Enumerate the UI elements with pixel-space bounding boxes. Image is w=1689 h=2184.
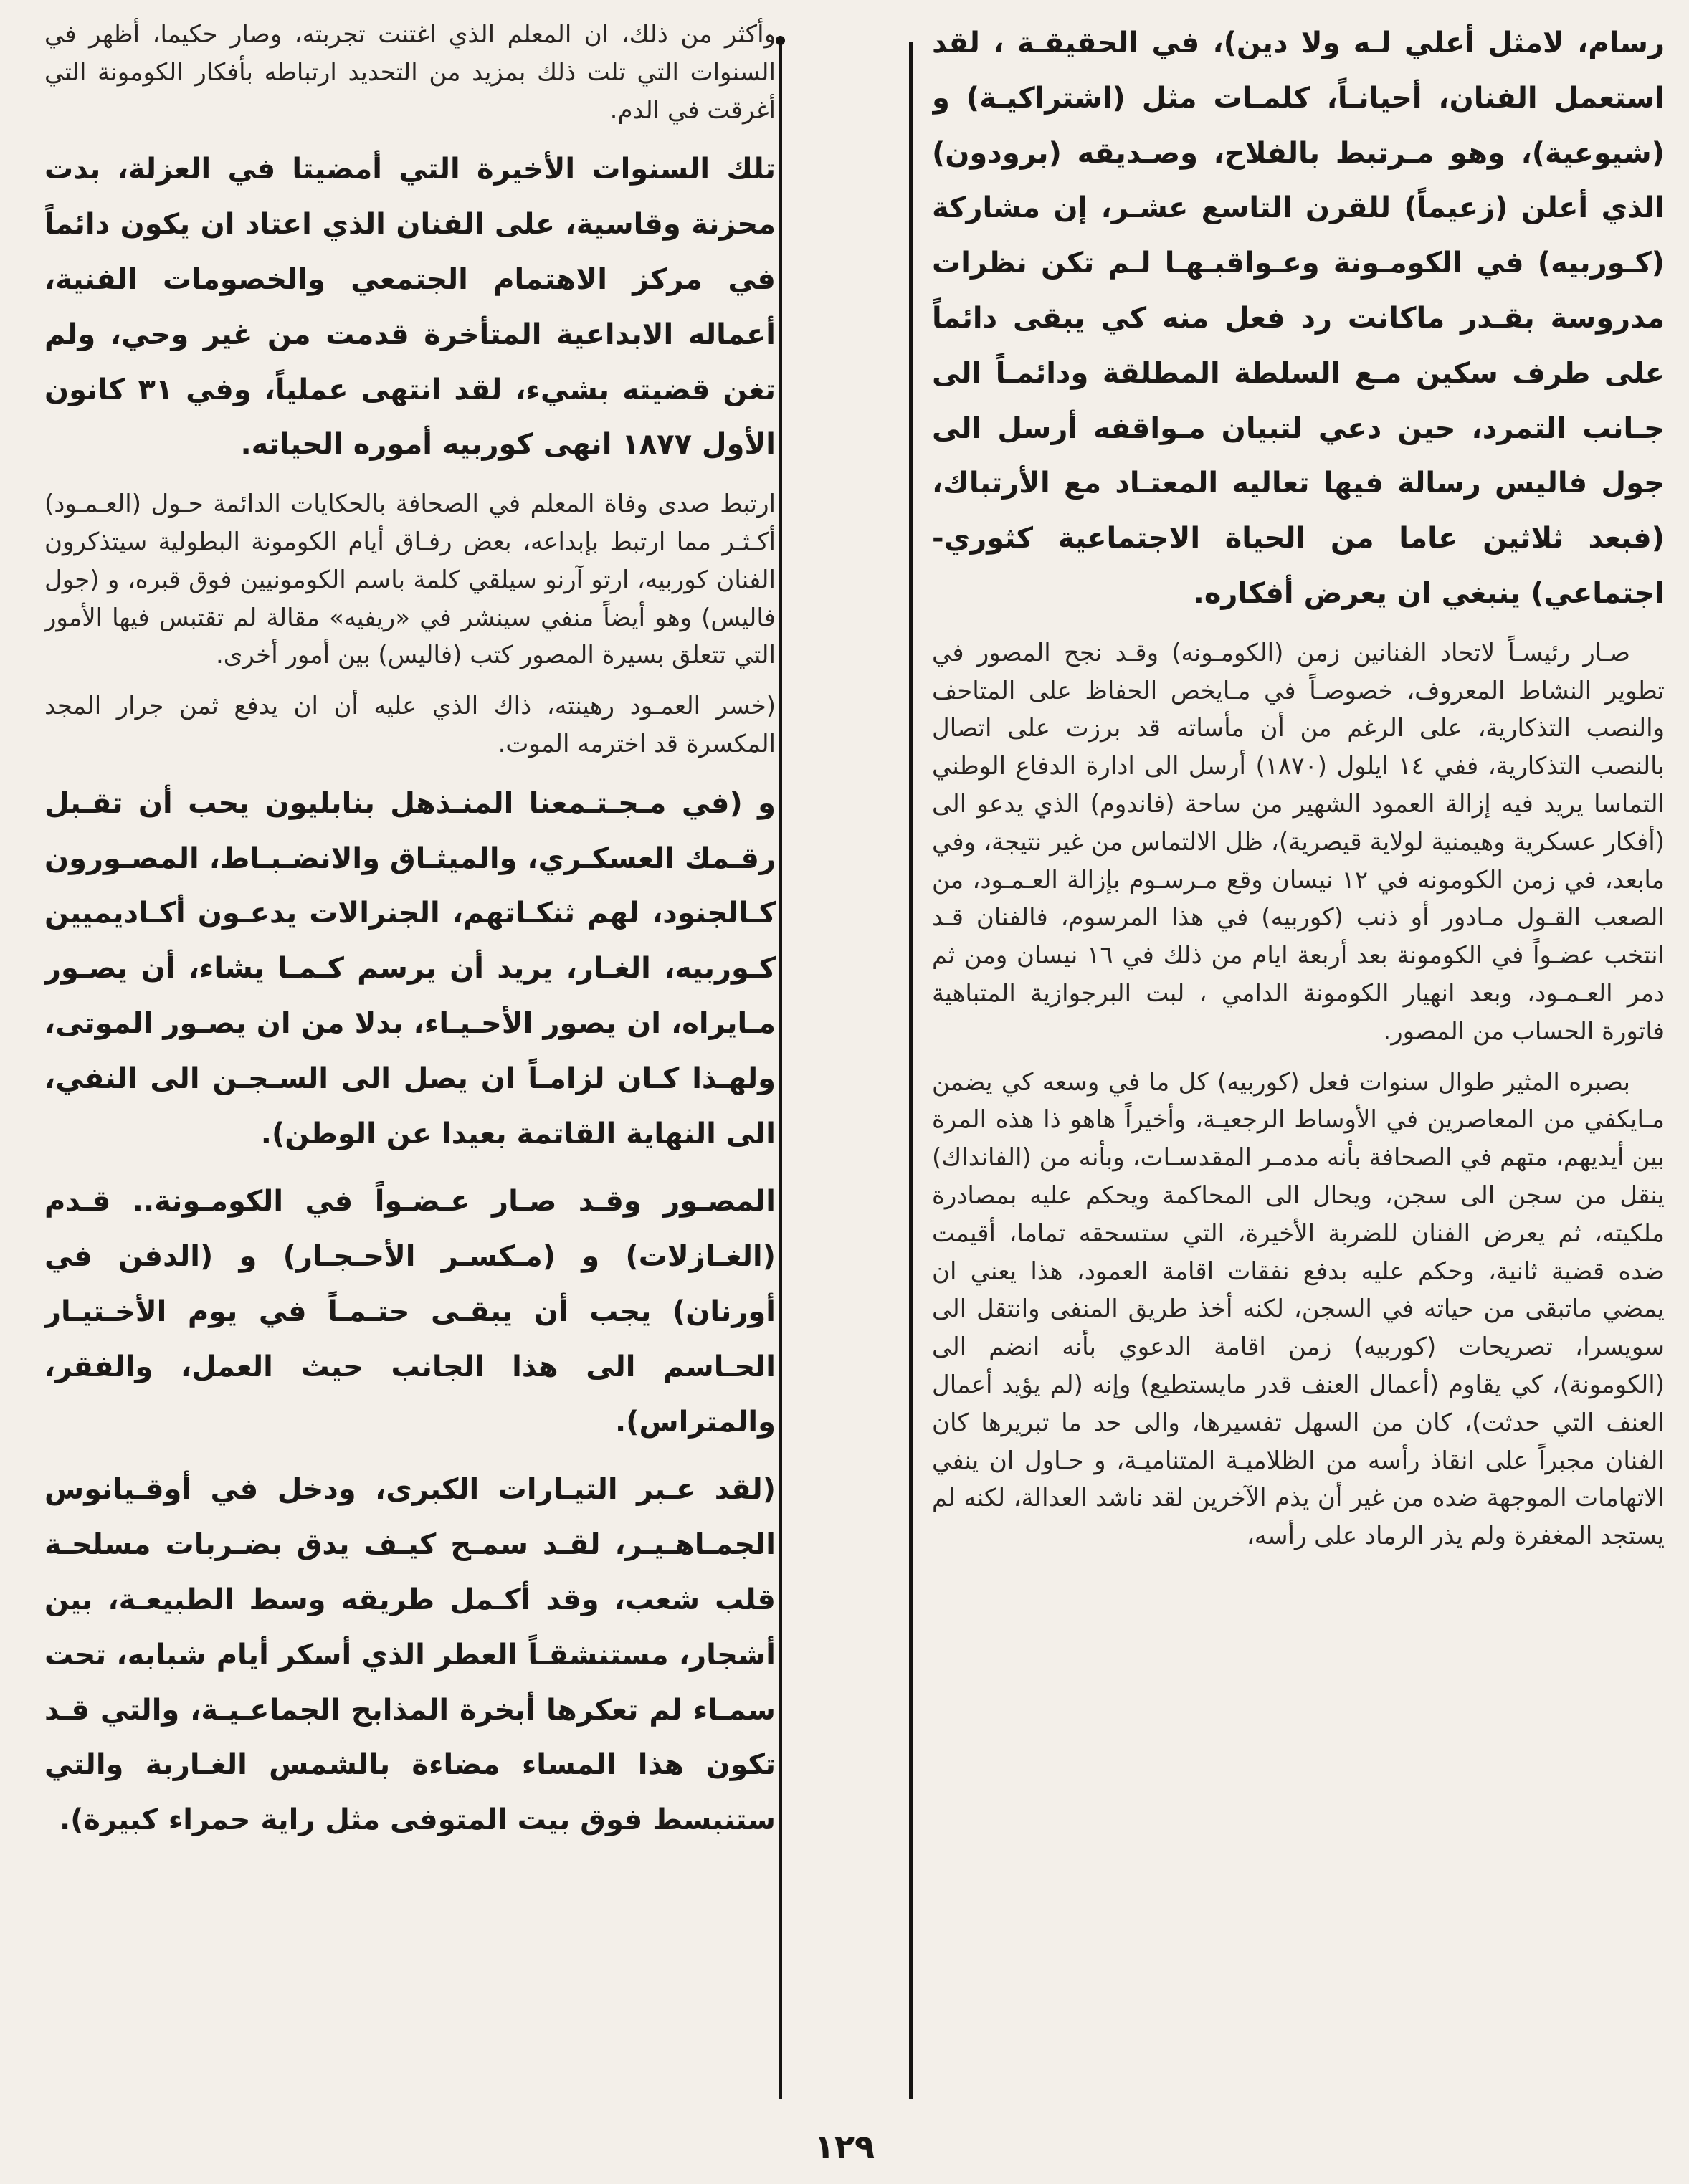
column-divider-right xyxy=(909,42,913,2099)
column-divider-left xyxy=(779,42,782,2099)
paragraph: (خسر العمـود رهينته، ذاك الذي عليه أن ان يدفع ثمن جرار المجد المكسرة قد اخترمه الموت. xyxy=(44,692,776,758)
paragraph: المصـور وقـد صـار عـضـواً في الكومـونة.. قـدم (الغـازلات) و (مـكسـر الأحـجـار) و (الدفن في أورنان) يجب أن يبقـى حتـمـاً في يوم الأخـتيـار الحـاسم الى هذا الجانب حيث العمل، والفقر، والمتراس). xyxy=(44,1185,776,1439)
left-text-column xyxy=(44,16,776,2105)
paragraph: و (في مـجـتـمعنا المنـذهل بنابليون يحب أن تقـبل رقـمك العسكـري، والميثـاق والانضـبـاط، المصـورون كـالجنود، لهم ثنكـاتهم، الجنرالات يدعـون أكـاديميين كـوربيه، الغـار، يريد أن يرسم كـمـا يشاء، أن يصـور مـايراه، ان يصور الأحـيـاء، بدلا من ان يصـور الموتى، ولهـذا كـان لزامـاً ان يصل الى السـجـن الى النفي، الى النهاية القاتمة بعيدا عن الوطن). xyxy=(44,786,776,1150)
paragraph: ارتبط صدى وفاة المعلم في الصحافة بالحكايات الدائمة حـول (العـمـود) أكـثـر مما ارتبط بإبداعه، بعض رفـاق أيام الكومونة البطولية سيتذكرون الفنان كوربيه، ارتو آرنو سيلقي كلمة باسم الكومونيين فوق قبره، و (جول فاليس) وهو أيضاً منفي سينشر في «ريفيه» مقالة لم تقتبس فيها الأمور التي تتعلق بسيرة المصور كتب (فاليس) بين أمور أخرى. xyxy=(44,490,776,670)
right-text-column xyxy=(932,16,1665,2105)
paragraph: (لقد عـبر التيـارات الكبرى، ودخل في أوقـيانوس الجمـاهـيـر، لقـد سمـح كيـف يدق بضـربات مسلحـة قلب شعب، وقد أكـمل طريقه وسط الطبيعـة، بين أشجار، مستنشقـاً العطر الذي أسكر أيام شبابه، تحت سمـاء لم تعكرها أبخرة المذابح الجماعـيـة، والتي قـد تكون هذا المساء مضاءة بالشمس الغـاربة والتي ستنبسط فوق بيت المتوفى مثل راية حمراء كبيرة). xyxy=(44,1473,776,1837)
paragraph: صـار رئيسـاً لاتحاد الفنانين زمن (الكومـونه) وقـد نجح المصور في تطوير النشاط المعروف، خصوصـاً في مـايخص الحفاظ على المتاحف والنصب التذكارية، على الرغم من أن مأساته قد برزت على اتصال بالنصب التذكارية، ففي ١٤ ايلول (١٨٧٠) أرسل الى ادارة الدفاع الوطني التماسا يريد فيه إزالة العمود الشهير من ساحة (فاندوم) الذي يدعو الى (أفكار عسكرية وهيمنية لولاية قيصرية)، ظل الالتماس من غير نتيجة، وفي مابعد، في زمن الكومونه في ١٢ نيسان وقع مـرسـوم بإزالة العـمـود، من الصعب القـول مـادور أو ذنب (كوربيه) في هذا المرسوم، فالفنان قـد انتخب عضـواً في الكومونة بعد أربعة ايام من ذلك في ١٦ نيسان ومن ثم دمر العـمـود، وبعد انهيار الكومونة الدامي ، لبت البرجوازية المتباهية فاتورة الحساب من المصور. xyxy=(932,638,1665,1046)
page-number: ١٢٩ xyxy=(814,2127,875,2166)
paragraph: بصبره المثير طوال سنوات فعل (كوربيه) كل ما في وسعه كي يضمن مـايكفي من المعاصرين في الأوساط الرجعيـة، وأخيراً هاهو ذا هذه المرة بين أيديهم، متهم في الصحافة بأنه مدمـر المقدسـات، وبأنه من (الفانداك) ينقل من سجن الى سجن، ويحال الى المحاكمة ويحكم عليه بمصادرة ملكيته، ثم يعرض الفنان للضربة الأخيرة، التي ستسحقه تماما، أقيمت ضده قضية ثانية، وحكم عليه بدفع نفقات اقامة العمود، هذا يعني ان يمضي ماتبقى من حياته في السجن، لكنه أخذ طريق المنفى وانتقل الى سويسرا، تصريحات (كوربيه) زمن اقامة الدعوي بأنه انضم الى (الكومونة)، كي يقاوم (أعمال العنف قدر مايستطيع) وإنه (لم يؤيد أعمال العنف التي حدثت)، كان من السهل تفسيرها، والى حد ما تبريرها كان الفنان مجبراً على انقاذ رأسه من الظلاميـة المتناميـة، و حـاول ان ينفي الاتهامات الموجهة ضده من غير أن يذم الآخرين لقد ناشد العدالة، لكنه لم يستجد المغفرة ولم يذر الرماد على رأسه، xyxy=(932,1067,1665,1551)
paragraph: وأكثر من ذلك، ان المعلم الذي اغتنت تجربته، وصار حكيما، أظهر في السنوات التي تلت ذلك بمزيد من التحديد ارتباطه بأفكار الكومونة التي أغرقت في الدم. xyxy=(44,20,776,125)
paragraph: تلك السنوات الأخيرة التي أمضيتا في العزلة، بدت محزنة وقاسية، على الفنان الذي اعتاد ان يكون دائماً في مركز الاهتمام الجتمعي والخصومات الفنية، أعماله الابداعية المتأخرة قدمت من غير وحي، ولم تغن قضيته بشيء، لقد انتهى عملياً، وفي ٣١ كانون الأول ١٨٧٧ انهى كوربيه أموره الحياته. xyxy=(44,153,776,462)
paragraph: رسام، لامثل أعلي لـه ولا دين)، في الحقيقـة ، لقد استعمل الفنان، أحيانـاً، كلمـات مثل (اشتراكيـة) و (شيوعية)، وهو مـرتبط بالفلاح، وصـديقه (برودون) الذي أعلن (زعيماً) للقرن التاسع عشـر، إن مشاركة (كـوربيه) في الكومـونة وعـواقبـهـا لـم تكن نظرات مدروسة بقـدر ماكانت رد فعل منه كي يبقى دائماً على طرف سكين مـع السلطة المطلقة ودائمـاً الى جـانب التمرد، حين دعي لتبيان مـواقفه أرسل الى جول فاليس رسالة فيها تعاليه المعتـاد مع الأرتباك، (فبعد ثلاثين عاما من الحياة الاجتماعية كثوري- اجتماعي) ينبغي ان يعرض أفكاره. xyxy=(932,27,1665,610)
